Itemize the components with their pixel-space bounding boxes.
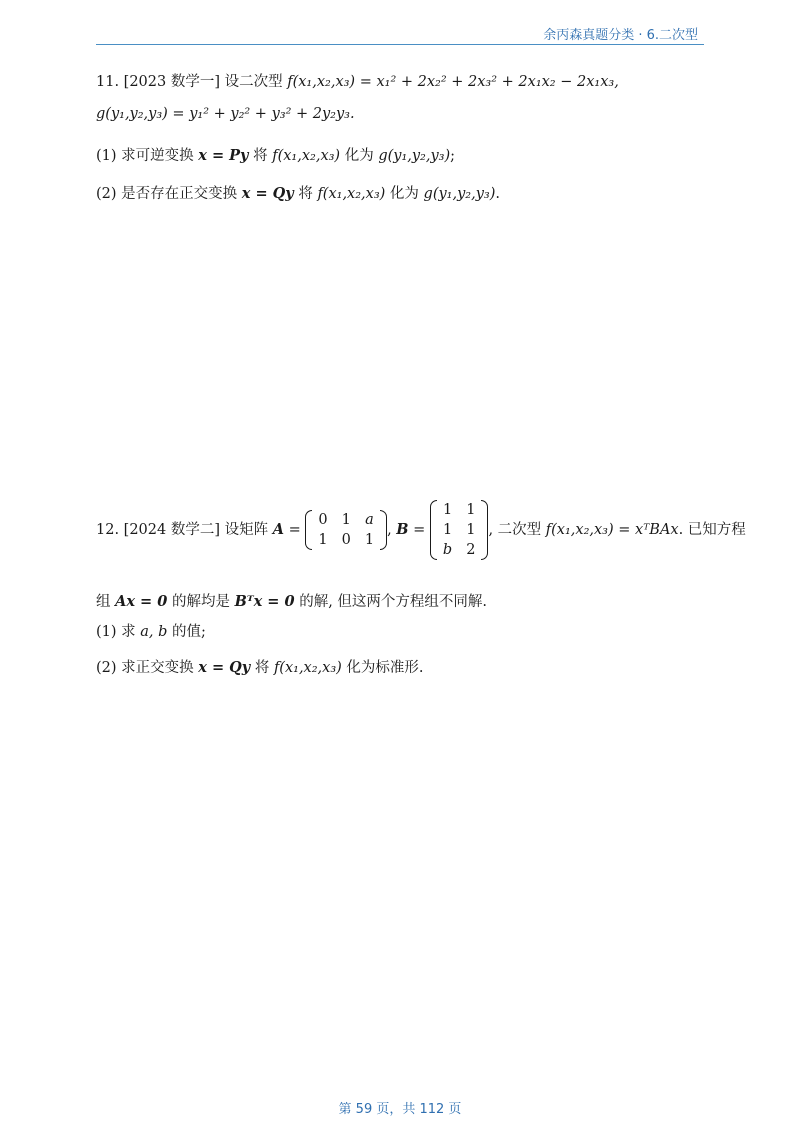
q11-part2 [96, 182, 500, 203]
q11-part2-eq: x = Qy [241, 185, 294, 202]
q12-eq-f: f(x₁,x₂,x₃) = xᵀBAx [545, 522, 679, 538]
q12-part1-end: 的值; [172, 624, 206, 640]
q11-part1-end: ; [450, 148, 456, 164]
matrix-a-row [311, 530, 381, 550]
q11-part2-f: f(x₁,x₂,x₃) [317, 186, 386, 202]
matrix-b [430, 500, 489, 560]
matrix-b-cell: 1 [466, 502, 476, 518]
q11-part1-g: g(y₁,y₂,y₃) [378, 148, 451, 164]
q12-line2-eq2: Bᵀx = 0 [234, 593, 295, 610]
q12-intro: 设矩阵 [224, 522, 269, 538]
q11-part2-mid: 将 [298, 186, 313, 202]
q11-line2 [96, 106, 355, 122]
q11-eq-f: f(x₁,x₂,x₃) = x₁² + 2x₂² + 2x₃² + 2x₁x₂ − 2x₁x₃, [287, 74, 619, 90]
matrix-b-cell: b [442, 542, 453, 558]
matrix-b-cell: 2 [466, 542, 476, 558]
page-footer [0, 1098, 800, 1117]
q11-part1-f: f(x₁,x₂,x₃) [272, 148, 341, 164]
q11-eq-g: g(y₁,y₂,y₃) = y₁² + y₂² + y₃² + 2y₂y₃. [96, 106, 355, 122]
q11-part1-to: 化为 [344, 148, 374, 164]
matrix-a [305, 510, 387, 550]
matrix-a-cell: 1 [318, 532, 328, 548]
q12-part2-mid: 将 [254, 660, 270, 676]
q11-part2-g: g(y₁,y₂,y₃) [423, 186, 496, 202]
q12-line2-b: 的解均是 [171, 594, 230, 610]
header-title: 余丙森真题分类 · 6.二次型 [543, 28, 698, 43]
matrix-b-row [436, 500, 483, 520]
page-header [96, 24, 704, 45]
q12-line2-a: 组 [96, 594, 111, 610]
q12-line1: 12. [2024 数学二] 设矩阵 A = 0 1 a 1 0 1 , B = 1 1 1 1 b 2 , 二次型 f(x₁,x₂,x₃) = xᵀBAx. 已知方程 [96, 502, 746, 558]
q12-part2-eq: x = Qy [198, 659, 251, 676]
q11-part1-eq: x = Py [198, 147, 249, 164]
q11-part1-text: 求可逆变换 [121, 148, 194, 164]
q11-intro: 设二次型 [224, 74, 283, 90]
q12-part1-vars: a, b [140, 624, 168, 640]
q12-line2-eq1: Ax = 0 [115, 593, 168, 610]
q12-part2-text: 求正交变换 [121, 660, 194, 676]
q12-part2-f: f(x₁,x₂,x₃) [273, 660, 342, 676]
q11-part2-label: (2) [96, 186, 117, 202]
matrix-b-cell: 1 [442, 522, 453, 538]
q12-label: 12. [96, 522, 120, 538]
q12-part1-label: (1) [96, 624, 117, 640]
q11-part1-label: (1) [96, 148, 117, 164]
matrix-a-cell: 1 [341, 512, 351, 528]
matrix-b-row [436, 540, 483, 560]
q11-line1 [96, 70, 619, 91]
page-number: 第 59 页，共 112 页 [338, 1102, 462, 1117]
q12-line2 [96, 590, 487, 611]
matrix-b-cell: 1 [442, 502, 453, 518]
matrix-b-row [436, 520, 483, 540]
matrix-a-cell: 1 [364, 532, 375, 548]
q12-mid: , 二次型 [488, 522, 542, 538]
matrix-a-cell: 0 [341, 532, 351, 548]
q12-tag: [2024 数学二] [123, 522, 220, 538]
q11-tag: [2023 数学一] [123, 74, 220, 90]
matrix-a-cell: 0 [318, 512, 328, 528]
matrix-a-row [311, 510, 381, 530]
q12-line2-c: 的解, 但这两个方程组不同解. [299, 594, 488, 610]
q12-part2 [96, 656, 424, 677]
q12-part2-label: (2) [96, 660, 117, 676]
matrix-a-cell: a [365, 512, 374, 528]
q11-part2-end: . [495, 186, 500, 202]
q12-tail: . 已知方程 [678, 522, 746, 538]
q12-part2-end: 化为标准形. [346, 660, 424, 676]
q11-part2-to: 化为 [389, 186, 419, 202]
q11-part1 [96, 144, 455, 165]
q12-part1-text: 求 [121, 624, 136, 640]
q11-part2-text: 是否存在正交变换 [121, 186, 238, 202]
matrix-b-cell: 1 [466, 522, 476, 538]
q11-label: 11. [96, 74, 120, 90]
q11-part1-mid: 将 [253, 148, 268, 164]
q12-part1 [96, 620, 206, 641]
